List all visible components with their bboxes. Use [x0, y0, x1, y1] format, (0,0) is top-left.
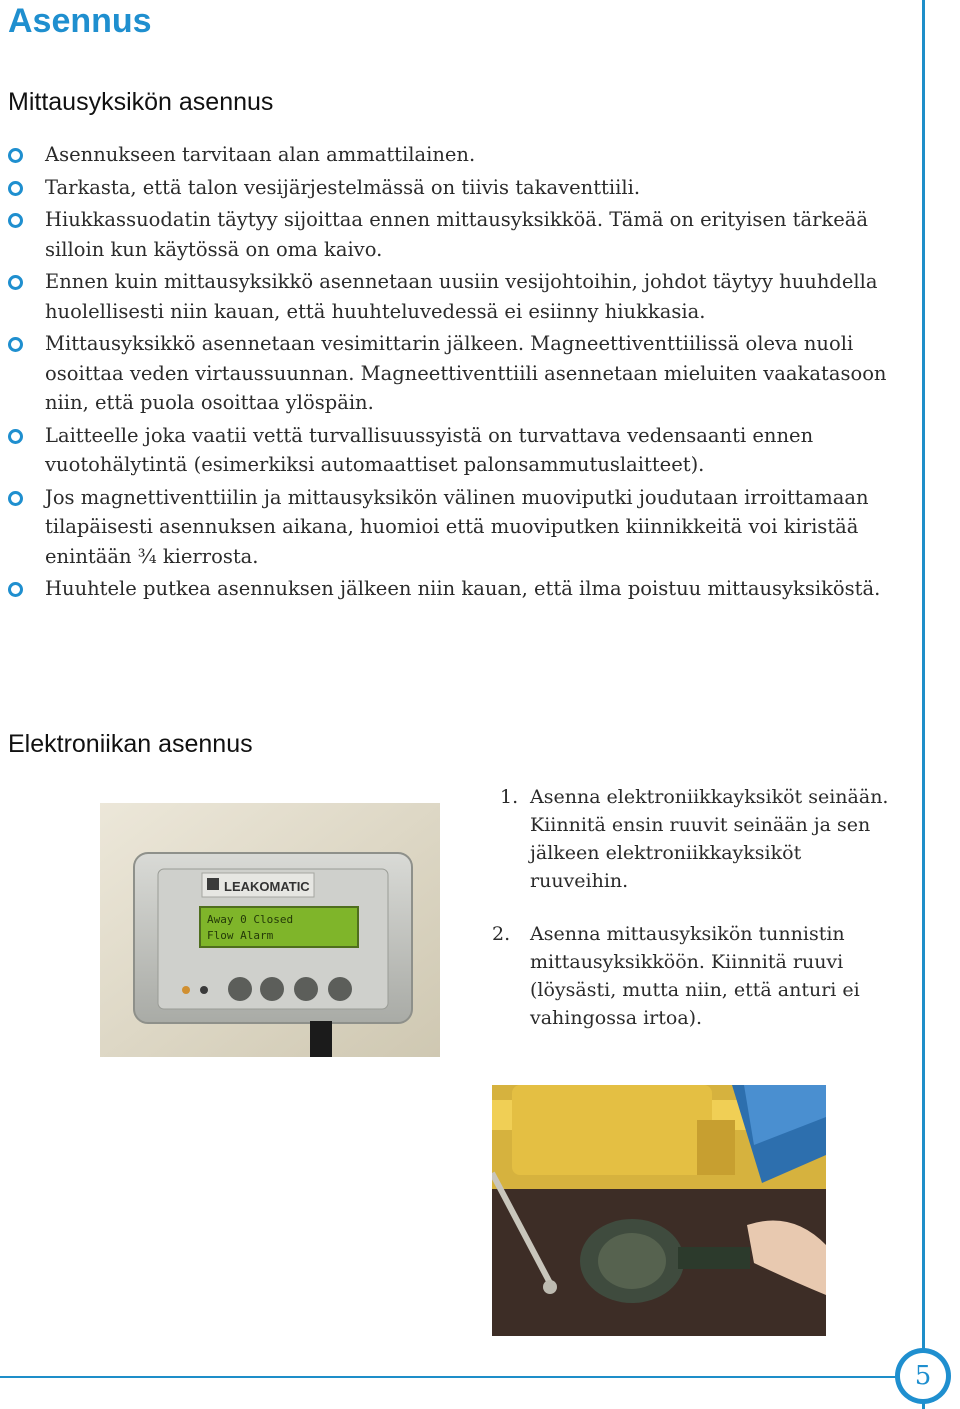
- list-item: [0, 421, 900, 480]
- list-item: [0, 205, 900, 264]
- vertical-rule: [922, 0, 925, 1409]
- list-item-text: Mittausyksikkö asennetaan vesimittarin jälkeen. Magneettiventtiilissä oleva nuoli osoittaa veden virtaussuunnan. Magneettiventtiili asennetaan mieluiten vaakatasoon niin, että puola osoittaa ylöspäin.: [45, 332, 887, 414]
- page-number-badge: [895, 1348, 951, 1404]
- step-text: Asenna mittausyksikön tunnistin mittausyksikköön. Kiinnitä ruuvi (löysästi, mutta niin, että anturi ei vahingossa irtoa).: [530, 923, 860, 1029]
- step-number: 1.: [500, 786, 519, 808]
- step-number: 2.: [492, 923, 511, 945]
- step-text: Asenna elektroniikkayksiköt seinään. Kiinnitä ensin ruuvit seinään ja sen jälkeen elektroniikkayksiköt ruuveihin.: [530, 786, 889, 892]
- sensor-installation-photo: [492, 1085, 826, 1336]
- device-brand: LEAKOMATIC: [224, 879, 310, 894]
- device-display-line2: Flow Alarm: [207, 929, 274, 942]
- bullet-icon: [8, 429, 23, 444]
- electronics-unit-photo: [100, 803, 440, 1057]
- device-display-line1: Away 0 Closed: [207, 913, 294, 926]
- list-item-text: Ennen kuin mittausyksikkö asennetaan uusiin vesijohtoihin, johdot täytyy huuhdella huolellisesti niin kauan, että huuhteluvedessä ei esiinny hiukkasia.: [45, 270, 878, 323]
- list-item-text: Hiukkassuodatin täytyy sijoittaa ennen mittausyksikköä. Tämä on erityisen tärkeää silloin kun käytössä on oma kaivo.: [45, 208, 869, 261]
- bullet-icon: [8, 148, 23, 163]
- list-item-text: Jos magnettiventtiilin ja mittausyksikön välinen muoviputki joudutaan irroittamaan tilapäisesti asennuksen aikana, huomioi että muoviputken kiinnikkeitä voi kiristää enintään ¾ kierrosta.: [45, 485, 869, 568]
- list-item: [0, 574, 900, 604]
- section-title-mittausyksikko: Mittausyksikön asennus: [8, 88, 274, 116]
- list-item-text: Huuhtele putkea asennuksen jälkeen niin kauan, että ilma poistuu mittausyksiköstä.: [45, 577, 881, 600]
- installation-bullet-list: [0, 140, 900, 607]
- bullet-icon: [8, 337, 23, 352]
- bullet-icon: [8, 275, 23, 290]
- step-item: [492, 920, 892, 1032]
- list-item: [0, 267, 900, 326]
- bullet-icon: [8, 213, 23, 228]
- page-title: Asennus: [8, 2, 152, 40]
- list-item: [0, 173, 900, 203]
- list-item-text: Laitteelle joka vaatii vettä turvallisuussyistä on turvattava vedensaanti ennen vuotohälytintä (esimerkiksi automaattiset palonsammutuslaitteet).: [45, 423, 814, 476]
- list-item-text: Asennukseen tarvitaan alan ammattilainen.: [45, 143, 476, 166]
- step-item: [492, 783, 892, 895]
- section-title-elektroniikka: Elektroniikan asennus: [8, 730, 253, 758]
- list-item: [0, 329, 900, 418]
- bullet-icon: [8, 181, 23, 196]
- bullet-icon: [8, 491, 23, 506]
- page-number: 5: [900, 1353, 946, 1399]
- list-item: [0, 140, 900, 170]
- bullet-icon: [8, 582, 23, 597]
- list-item-text: Tarkasta, että talon vesijärjestelmässä on tiivis takaventtiili.: [45, 175, 641, 199]
- list-item: [0, 483, 900, 572]
- electronics-steps: [492, 783, 892, 1032]
- footer-rule: [0, 1376, 925, 1378]
